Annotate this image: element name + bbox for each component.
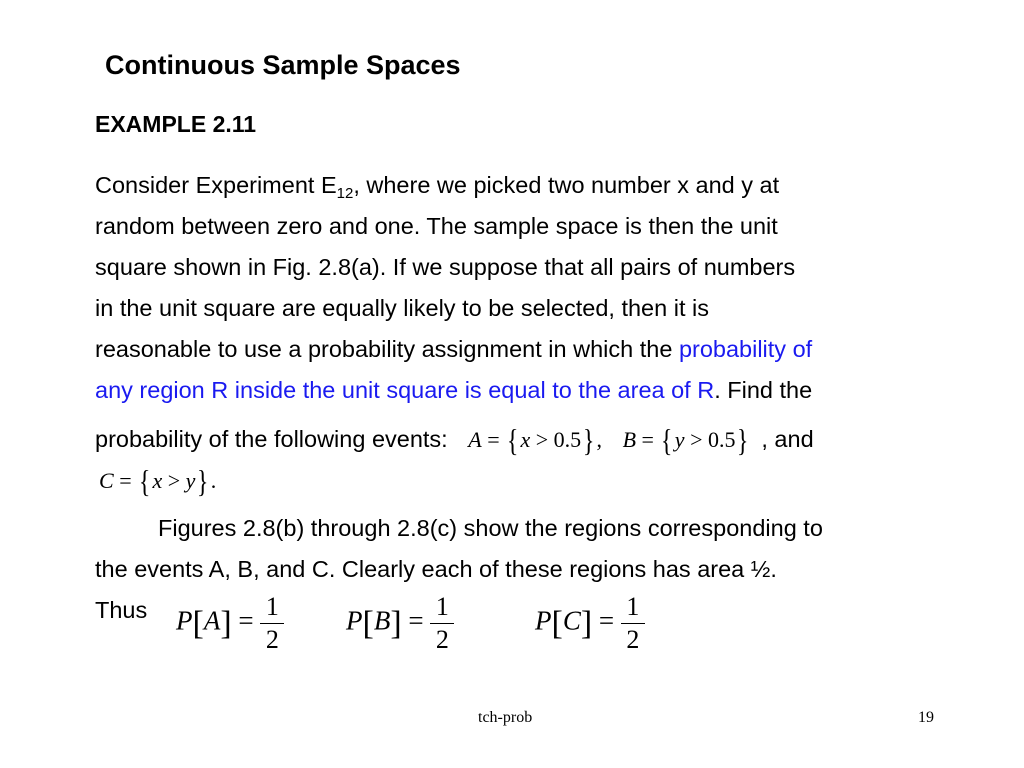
event-a-formula: A = {x > 0.5}	[468, 422, 595, 458]
fraction: $\frac{1}{2}$	[430, 594, 454, 653]
paragraph1-line3: square shown in Fig. 2.8(a). If we suppose that all pairs of numbers	[95, 254, 796, 280]
paragraph1-line7: probability of the following events: A = {x > 0.5}, B = {y > 0.5} , and	[95, 422, 814, 458]
footer-label: tch-prob	[478, 709, 533, 726]
paragraph1-line5: reasonable to use a probability assignment in which the probability of	[95, 336, 813, 362]
paragraph1-line2: random between zero and one. The sample space is then the unit	[95, 213, 778, 239]
paragraph2-line1: Figures 2.8(b) through 2.8(c) show the regions corresponding to	[158, 515, 823, 541]
paragraph2-line2: the events A, B, and C. Clearly each of these regions has area ½.	[95, 556, 777, 582]
slide-title: Continuous Sample Spaces	[105, 50, 461, 80]
paragraph1-line8: C = {x > y}.	[99, 463, 217, 499]
paragraph2-line3: Thus	[95, 597, 148, 623]
event-b-formula: B = {y > 0.5}	[622, 422, 749, 458]
paragraph1-line6: any region R inside the unit square is equal to the area of R. Find the	[95, 377, 813, 403]
highlighted-text: probability of	[678, 336, 813, 362]
example-label: EXAMPLE 2.11	[95, 111, 257, 137]
highlighted-text: any region R inside the unit square is equal to the area of R	[95, 377, 715, 403]
event-c-formula: C = {x > y}	[99, 463, 209, 499]
paragraph1-line1: Consider Experiment $E_{12}$, where we picked two number x and y at	[95, 172, 780, 202]
probability-b-equation: P[B] = $\frac{1}{2}$	[346, 594, 454, 653]
fraction: $\frac{1}{2}$	[260, 594, 284, 653]
paragraph1-line4: in the unit square are equally likely to be selected, then it is	[95, 295, 709, 321]
probability-c-equation: P[C] = $\frac{1}{2}$	[535, 594, 645, 653]
fraction: $\frac{1}{2}$	[621, 594, 645, 653]
probability-a-equation: P[A] = $\frac{1}{2}$	[176, 594, 284, 653]
page-number: 19	[918, 709, 934, 726]
